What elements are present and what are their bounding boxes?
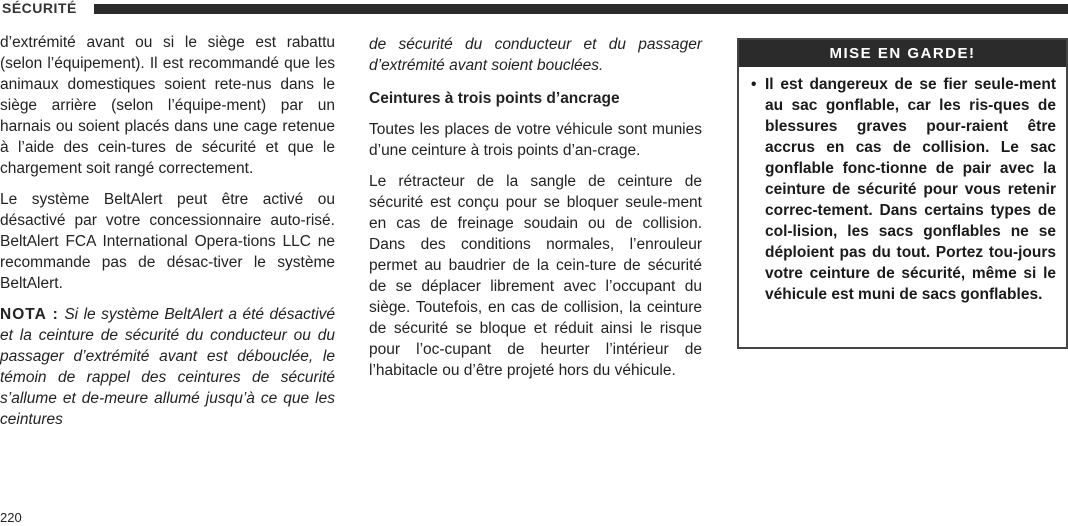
subheading-three-point-belts: Ceintures à trois points d’ancrage [369, 90, 620, 107]
warning-body [739, 67, 1066, 305]
paragraph-three-point: Toutes les places de votre véhicule sont munies d’une ceinture à trois points d’an-crage. [369, 121, 702, 159]
text-column-left [0, 32, 335, 440]
section-title: SÉCURITÉ [2, 0, 77, 16]
header-rule [94, 4, 1068, 14]
note-label: NOTA : [0, 306, 59, 323]
warning-box [737, 38, 1068, 349]
page-header [0, 0, 1068, 16]
page-number: 220 [0, 510, 22, 525]
note-paragraph [0, 304, 335, 430]
text-column-middle [369, 34, 702, 391]
note-text: Si le système BeltAlert a été désactivé et la ceinture de sécurité du conducteur ou du passager d’extrémité avant est débouclée, le témoin de rappel des ceintures de sécurité s’allume et de-meure allumé jusqu’à ce que les ceintures [0, 306, 336, 428]
note-continuation: de sécurité du conducteur et du passager d’extrémité avant soient bouclées. [369, 36, 702, 74]
warning-text: Il est dangereux de se fier seule-ment au sac gonflable, car les ris-ques de blessures graves pour-raient être accrus en cas de collision. Le sac gonflable fonc-tionne de pair avec la ceinture de sécurité pour vous retenir correc-tement. Dans certains types de col-lision, les sacs gonflables ne se déploient pas du tout. Portez tou-jours votre ceinture de sécurité, même si le véhicule est muni de sacs gonflables. [765, 76, 1056, 303]
paragraph-pets: d’extrémité avant ou si le siège est rabattu (selon l’équipement). Il est recommandé que les animaux domestiques soient rete-nus dans le siège arrière (selon l’équipe-ment) par un harnais ou soient placés dans une cage retenue à l’aide des cein-tures de sécurité et que le chargement soit rangé correctement. [0, 34, 335, 177]
paragraph-retractor: Le rétracteur de la sangle de ceinture de sécurité est conçu pour se bloquer seule-ment en cas de freinage soudain ou de collision. Dans des conditions normales, l’enrouleur permet au baudrier de la cein-ture de sécurité de se déplacer librement avec l’occupant du siège. Toutefois, en cas de collision, la ceinture de sécurité se bloque et réduit ainsi le risque pour l’oc-cupant de heurter l’intérieur de l’habitacle ou d’être projeté hors du véhicule. [369, 173, 702, 379]
bullet-icon: • [751, 76, 757, 93]
warning-title: MISE EN GARDE! [739, 40, 1066, 67]
paragraph-beltalert: Le système BeltAlert peut être activé ou désactivé par votre concessionnaire auto-risé. BeltAlert FCA International Opera-tions LLC ne recommande pas de désac-tiver le système BeltAlert. [0, 191, 335, 292]
